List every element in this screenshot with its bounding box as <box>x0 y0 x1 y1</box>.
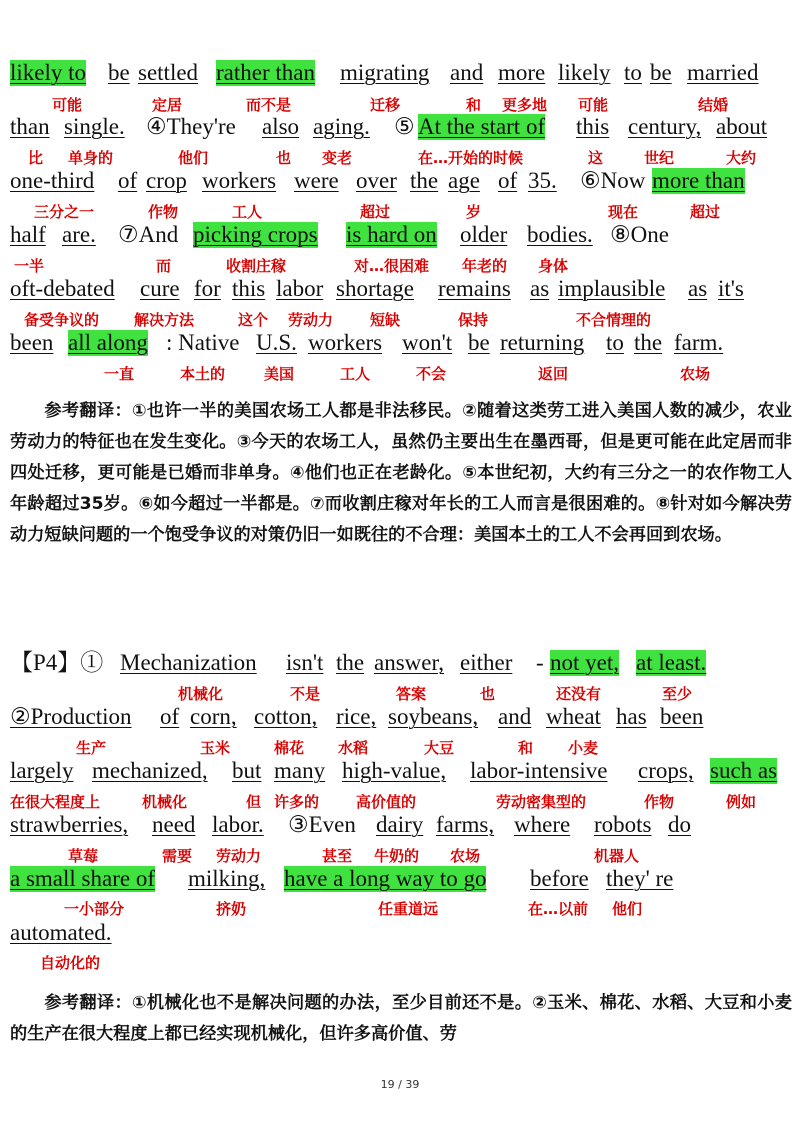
chinese-gloss: 生产 <box>76 739 107 757</box>
chinese-gloss: 小麦 <box>568 739 599 757</box>
english-word: over <box>356 168 397 193</box>
highlighted-phrase: likely to <box>10 60 87 85</box>
chinese-gloss: 他们 <box>612 900 643 918</box>
chinese-gloss: 牛奶的 <box>374 847 420 865</box>
english-word: milking, <box>188 866 266 891</box>
english-word: be <box>650 60 672 85</box>
english-word: rice, <box>336 704 377 729</box>
chinese-gloss: 可能 <box>52 96 83 114</box>
english-word: bodies. <box>527 222 593 247</box>
english-word: labor. <box>212 812 264 837</box>
english-word: older <box>460 222 508 247</box>
english-word: cotton, <box>254 704 318 729</box>
english-word: the <box>336 650 365 675</box>
highlighted-phrase: is hard on <box>346 222 437 247</box>
english-word: be <box>108 60 130 85</box>
chinese-gloss: 美国 <box>264 365 295 383</box>
chinese-gloss: 在很大程度上 <box>10 793 101 811</box>
english-line <box>10 168 790 194</box>
english-word: also <box>262 114 300 139</box>
english-word: soybeans, <box>388 704 479 729</box>
chinese-gloss: 返回 <box>538 365 569 383</box>
chinese-gloss: 草莓 <box>68 847 99 865</box>
highlighted-phrase: more than <box>652 168 745 193</box>
english-word: than <box>10 114 50 139</box>
english-word: farms, <box>436 812 495 837</box>
english-word: are. <box>62 222 96 247</box>
highlighted-phrase: at least. <box>636 650 707 675</box>
english-word: ⑧One <box>610 222 669 247</box>
english-word: 35. <box>528 168 557 193</box>
english-word: before <box>530 866 589 891</box>
english-word: high-value, <box>342 758 447 783</box>
english-word: been <box>660 704 704 729</box>
chinese-gloss: 作物 <box>148 203 179 221</box>
english-word: age <box>448 168 480 193</box>
chinese-gloss: 定居 <box>152 96 183 114</box>
english-word: remains <box>438 276 511 301</box>
english-word: of <box>160 704 180 729</box>
chinese-gloss: 不合情理的 <box>576 311 652 329</box>
chinese-gloss: 年老的 <box>462 257 508 275</box>
english-word: ⑥Now <box>580 168 646 193</box>
english-word: to <box>624 60 642 85</box>
english-word: returning <box>500 330 585 355</box>
chinese-gloss: 还没有 <box>556 685 602 703</box>
chinese-gloss: 一半 <box>14 257 45 275</box>
english-word: 【P4】① <box>10 650 104 675</box>
english-word: this <box>576 114 610 139</box>
english-line <box>10 704 790 730</box>
english-line <box>10 222 790 248</box>
highlighted-phrase: not yet, <box>550 650 619 675</box>
english-word: - <box>536 650 544 675</box>
english-word: be <box>468 330 490 355</box>
chinese-gloss: 作物 <box>644 793 675 811</box>
chinese-gloss: 例如 <box>726 793 757 811</box>
highlighted-phrase: picking crops <box>193 222 318 247</box>
chinese-gloss: 对…很困难 <box>354 257 430 275</box>
page-number: 19 / 39 <box>380 1078 420 1091</box>
chinese-gloss: 劳动密集型的 <box>496 793 587 811</box>
english-word: ⑤ <box>394 114 415 139</box>
english-word: labor-intensive <box>470 758 608 783</box>
chinese-gloss: 不是 <box>290 685 321 703</box>
english-word: need <box>152 812 196 837</box>
english-word: ④They're <box>146 114 236 139</box>
chinese-gloss: 备受争议的 <box>24 311 100 329</box>
english-word: workers <box>202 168 277 193</box>
english-word: either <box>460 650 513 675</box>
english-line <box>10 758 790 784</box>
english-word: married <box>687 60 759 85</box>
english-word: labor <box>276 276 324 301</box>
chinese-gloss: 玉米 <box>200 739 231 757</box>
english-word: to <box>606 330 624 355</box>
english-word: where <box>514 812 571 837</box>
highlighted-phrase: have a long way to go <box>284 866 487 891</box>
english-word: isn't <box>286 650 324 675</box>
english-word: more <box>498 60 546 85</box>
chinese-gloss: 高价值的 <box>356 793 417 811</box>
english-word: crops, <box>638 758 694 783</box>
chinese-gloss: 也 <box>480 685 496 703</box>
english-word: been <box>10 330 54 355</box>
english-word: the <box>410 168 439 193</box>
english-word: robots <box>594 812 652 837</box>
english-word: workers <box>308 330 383 355</box>
english-line <box>10 330 790 356</box>
english-word: do <box>668 812 691 837</box>
chinese-gloss: 和 <box>518 739 534 757</box>
chinese-gloss: 农场 <box>680 365 711 383</box>
english-word: the <box>634 330 663 355</box>
english-word: oft-debated <box>10 276 115 301</box>
chinese-gloss: 迁移 <box>370 96 401 114</box>
english-word: wheat <box>546 704 601 729</box>
chinese-gloss: 身体 <box>538 257 569 275</box>
english-word: many <box>274 758 326 783</box>
english-line <box>10 114 790 140</box>
english-word: and <box>498 704 532 729</box>
english-word: ⑦And <box>118 222 179 247</box>
english-word: won't <box>402 330 453 355</box>
chinese-gloss: 也 <box>276 149 292 167</box>
english-word: farm. <box>674 330 724 355</box>
chinese-gloss: 超过 <box>360 203 391 221</box>
english-word: as <box>530 276 550 301</box>
chinese-gloss: 机器人 <box>594 847 640 865</box>
chinese-gloss: 不会 <box>416 365 447 383</box>
english-word: dairy <box>376 812 424 837</box>
chinese-gloss: 超过 <box>690 203 721 221</box>
highlighted-phrase: rather than <box>216 60 315 85</box>
chinese-gloss: 劳动力 <box>288 311 334 329</box>
english-word: : Native <box>166 330 240 355</box>
english-word: of <box>118 168 138 193</box>
english-word: one-third <box>10 168 95 193</box>
chinese-gloss: 他们 <box>178 149 209 167</box>
english-line <box>10 866 790 892</box>
translation-text: 参考翻译：①也许一半的美国农场工人都是非法移民。②随着这类劳工进入美国人数的减少，农业劳动力的特征也在发生变化。③今天的农场工人，虽然仍主要出生在墨西哥，但是更可能在此定居而非四处迁移，更可能是已婚而非单身。④他们也正在老龄化。⑤本世纪初，大约有三分之一的农作物工人年龄超过35岁。⑥如今超过一半都是。⑦而收割庄稼对年长的工人而言是很困难的。⑧针对如今解决劳动力短缺问题的一个饱受争议的对策仍旧一如既往的不合理：美国本土的工人不会再回到农场。 <box>10 401 792 545</box>
chinese-gloss: 收割庄稼 <box>226 257 287 275</box>
english-word: single. <box>64 114 125 139</box>
english-word: for <box>194 276 221 301</box>
english-word: strawberries, <box>10 812 129 837</box>
english-word: settled <box>138 60 199 85</box>
chinese-gloss: 需要 <box>162 847 193 865</box>
chinese-gloss: 答案 <box>396 685 427 703</box>
english-word: as <box>688 276 708 301</box>
english-word: of <box>498 168 518 193</box>
chinese-gloss: 可能 <box>578 96 609 114</box>
chinese-gloss: 更多地 <box>502 96 548 114</box>
chinese-gloss: 保持 <box>458 311 489 329</box>
english-word: likely <box>558 60 611 85</box>
chinese-gloss: 劳动力 <box>216 847 262 865</box>
highlighted-phrase: all along <box>68 330 148 355</box>
chinese-gloss: 大约 <box>726 149 757 167</box>
chinese-gloss: 岁 <box>466 203 482 221</box>
chinese-gloss: 许多的 <box>274 793 320 811</box>
english-word: implausible <box>558 276 666 301</box>
chinese-gloss: 本土的 <box>180 365 226 383</box>
chinese-gloss: 现在 <box>608 203 639 221</box>
english-word: they' re <box>606 866 674 891</box>
chinese-gloss: 在…以前 <box>528 900 589 918</box>
chinese-gloss: 农场 <box>450 847 481 865</box>
chinese-gloss: 世纪 <box>644 149 675 167</box>
chinese-gloss: 一直 <box>104 365 135 383</box>
chinese-gloss: 而 <box>156 257 172 275</box>
chinese-gloss: 而不是 <box>246 96 292 114</box>
chinese-gloss: 但 <box>246 793 262 811</box>
english-word: shortage <box>336 276 414 301</box>
english-line <box>10 276 790 302</box>
english-word: ②Production <box>10 704 132 729</box>
english-word: century, <box>628 114 702 139</box>
chinese-gloss: 水稻 <box>338 739 369 757</box>
english-word: this <box>232 276 266 301</box>
chinese-gloss: 三分之一 <box>34 203 95 221</box>
english-word: aging. <box>313 114 370 139</box>
chinese-gloss: 甚至 <box>322 847 353 865</box>
chinese-gloss: 和 <box>466 96 482 114</box>
english-word: ③Even <box>288 812 356 837</box>
english-line <box>10 812 790 838</box>
english-word: corn, <box>190 704 237 729</box>
chinese-gloss: 任重道远 <box>378 900 439 918</box>
chinese-gloss: 工人 <box>232 203 263 221</box>
chinese-gloss: 比 <box>28 149 44 167</box>
english-line <box>10 650 790 676</box>
chinese-gloss: 结婚 <box>698 96 729 114</box>
highlighted-phrase: At the start of <box>418 114 546 139</box>
english-word: migrating <box>340 60 430 85</box>
chinese-gloss: 解决方法 <box>134 311 195 329</box>
english-line <box>10 60 790 86</box>
chinese-gloss: 棉花 <box>274 739 305 757</box>
chinese-gloss: 在…开始的时候 <box>418 149 524 167</box>
chinese-gloss: 这个 <box>238 311 269 329</box>
english-word: largely <box>10 758 74 783</box>
reference-translation-2 <box>10 988 792 1050</box>
english-word: crop <box>146 168 187 193</box>
chinese-gloss: 机械化 <box>142 793 188 811</box>
english-word: answer, <box>374 650 444 675</box>
chinese-gloss: 变老 <box>322 149 353 167</box>
chinese-gloss: 机械化 <box>178 685 224 703</box>
highlighted-phrase: such as <box>710 758 778 783</box>
english-word: were <box>294 168 339 193</box>
english-word: cure <box>140 276 180 301</box>
english-word: Mechanization <box>120 650 257 675</box>
chinese-gloss: 一小部分 <box>64 900 125 918</box>
chinese-gloss: 至少 <box>662 685 693 703</box>
highlighted-phrase: a small share of <box>10 866 155 891</box>
reference-translation-1 <box>10 396 792 551</box>
chinese-gloss: 这 <box>588 149 604 167</box>
chinese-gloss: 挤奶 <box>216 900 247 918</box>
english-word: and <box>450 60 484 85</box>
english-word: it's <box>718 276 744 301</box>
english-line <box>10 920 790 946</box>
chinese-gloss: 自动化的 <box>40 954 101 972</box>
english-word: automated. <box>10 920 112 945</box>
english-word: U.S. <box>256 330 297 355</box>
chinese-gloss: 工人 <box>340 365 371 383</box>
english-word: half <box>10 222 46 247</box>
chinese-gloss: 短缺 <box>370 311 401 329</box>
english-word: but <box>232 758 262 783</box>
english-word: mechanized, <box>92 758 208 783</box>
translation-text: 参考翻译：①机械化也不是解决问题的办法，至少目前还不是。②玉米、棉花、水稻、大豆和小麦的生产在很大程度上都已经实现机械化，但许多高价值、劳 <box>10 993 792 1044</box>
english-word: about <box>716 114 768 139</box>
chinese-gloss: 单身的 <box>68 149 114 167</box>
english-word: has <box>616 704 647 729</box>
chinese-gloss: 大豆 <box>424 739 455 757</box>
